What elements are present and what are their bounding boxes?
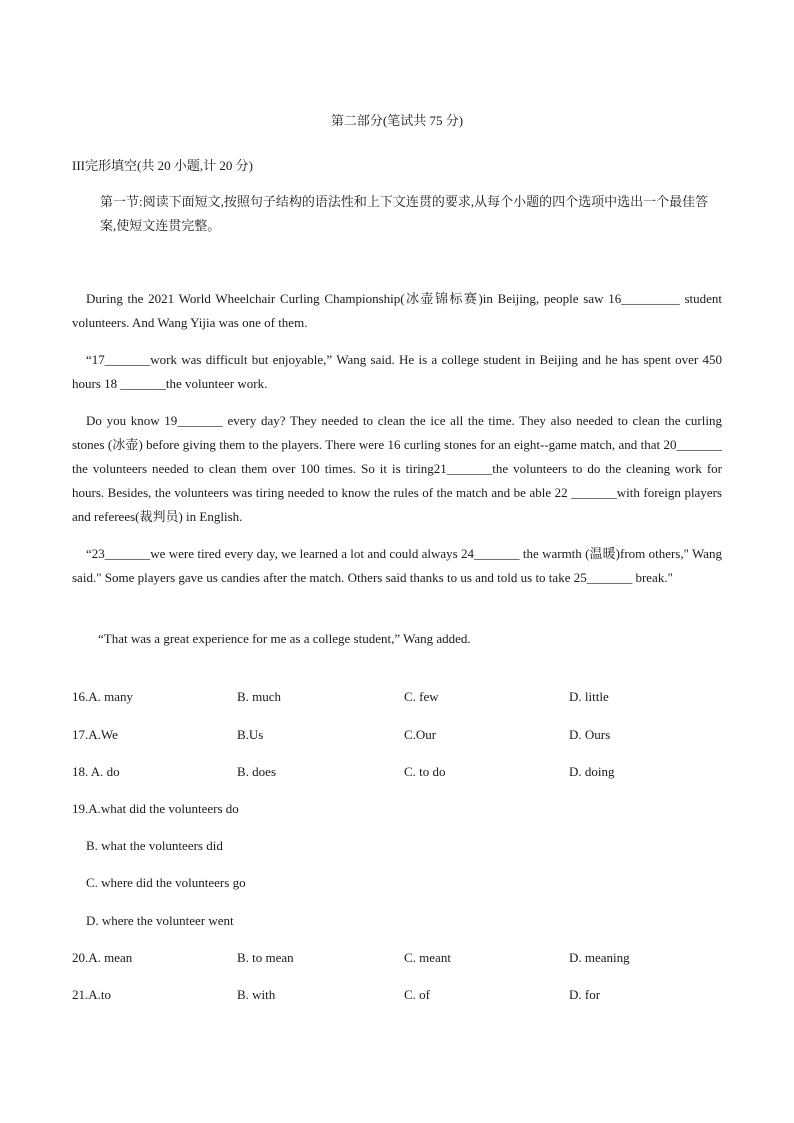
option-18b: B. does <box>237 764 276 779</box>
option-16d: D. little <box>569 689 609 704</box>
instructions: 第一节:阅读下面短文,按照句子结构的语法性和上下文连贯的要求,从每个小题的四个选项中选出一个最佳答案,使短文连贯完整。 <box>100 194 709 233</box>
question-18-options <box>72 764 732 784</box>
option-18a: 18. A. do <box>72 764 120 779</box>
option-21d: D. for <box>569 987 601 1002</box>
question-20-options <box>72 950 732 970</box>
option-17a: 17.A.We <box>72 727 118 742</box>
passage-paragraph: “That was a great experience for me as a college student,” Wang added. <box>98 631 471 646</box>
option-19b: B. what the volunteers did <box>86 838 223 853</box>
option-17c: C.Our <box>404 727 437 742</box>
option-18d: D. doing <box>569 764 615 779</box>
option-16b: B. much <box>237 689 282 704</box>
option-19d: D. where the volunteer went <box>86 913 234 928</box>
option-21c: C. of <box>404 987 430 1002</box>
option-21a: 21.A.to <box>72 987 111 1002</box>
option-16a: 16.A. many <box>72 689 134 704</box>
passage-paragraph: Do you know 19_______ every day? They needed to clean the ice all the time. They also needed to clean the curling stones (冰壶) before giving them to the players. There were 16 curling stones for an eight--game match, and that 20_______ the volunteers needed to clean them over 100 times. So it is tiring21_______the volunteers to do the cleaning work for hours. Besides, the volunteers was tiring needed to know the rules of the match and be able 22 _______with foreign players and referees(裁判员) in English. <box>72 413 722 524</box>
passage-paragraph: During the 2021 World Wheelchair Curling Championship(冰壶锦标赛)in Beijing, people saw 16_________ student volunteers. And Wang Yijia was one of them. <box>72 291 722 330</box>
option-20a: 20.A. mean <box>72 950 133 965</box>
option-19a: 19.A.what did the volunteers do <box>72 801 239 816</box>
passage-paragraph: “23_______we were tired every day, we learned a lot and could always 24_______ the warmth (温暖)from others," Wang said." Some players gave us candies after the match. Others said thanks to us and told us to take 25_______ break." <box>72 546 722 585</box>
passage-paragraph: “17_______work was difficult but enjoyable,” Wang said. He is a college student in Beijing and he has spent over 450 hours 18 _______the volunteer work. <box>72 352 722 391</box>
section-title: III完形填空(共 20 小题,计 20 分) <box>72 158 253 173</box>
option-16c: C. few <box>404 689 439 704</box>
option-21b: B. with <box>237 987 276 1002</box>
option-18c: C. to do <box>404 764 446 779</box>
option-17d: D. Ours <box>569 727 611 742</box>
question-21-options <box>72 987 732 1007</box>
option-17b: B.Us <box>237 727 264 742</box>
question-17-options <box>72 727 732 747</box>
part-heading: 第二部分(笔试共 75 分) <box>330 113 464 128</box>
option-20d: D. meaning <box>569 950 630 965</box>
option-20b: B. to mean <box>237 950 294 965</box>
option-19c: C. where did the volunteers go <box>86 875 246 890</box>
question-16-options <box>72 689 732 709</box>
option-20c: C. meant <box>404 950 451 965</box>
